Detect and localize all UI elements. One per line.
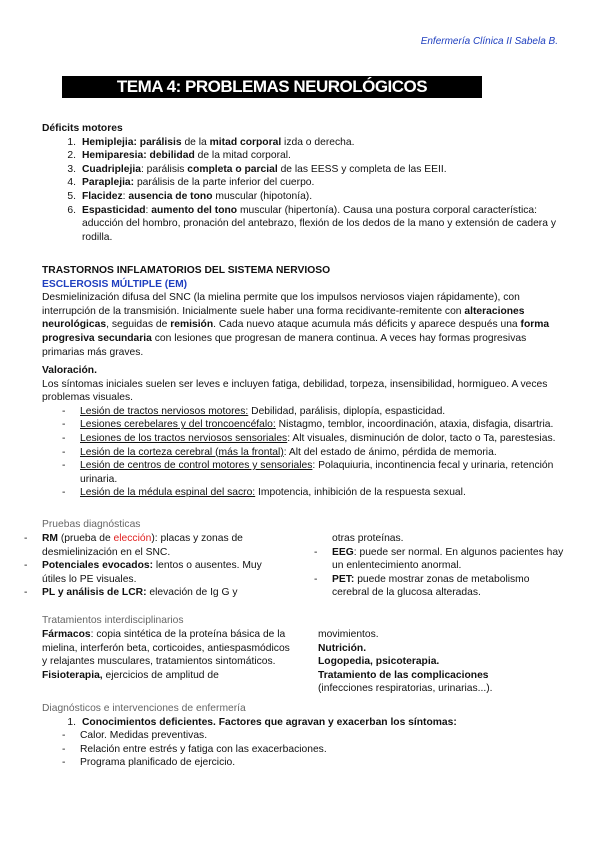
list-item: - Lesiones cerebelares y del troncoencéfalo: Nistagmo, temblor, incoordinación, ataxia, disfagia, disartria. [62,419,554,431]
trastornos-section [42,264,562,359]
valoracion-heading: Valoración. [42,365,97,376]
tratamientos-col-1 [42,628,292,682]
tratamientos-col-2 [318,628,568,696]
list-item: - Programa planificado de ejercicio. [62,757,236,769]
list-item: - RM (prueba de elección): placas y zonas de desmielinización en el SNC. [24,533,243,558]
list-item: - EEG: puede ser normal. En algunos pacientes hay un enlentecimiento anormal. [314,546,564,572]
em-description: Desmielinización difusa del SNC (la mielina permite que los impulsos nerviosos viajen rápidamente), con interrupción de la transmisión. Inicialmente suele haber una forma recidivante-remitente con alteraciones neurológicas, seguidas de remisión. Cada nuevo ataque acumula más déficits y aparece después una forma progresiva secundaria con lesiones que progresan de manera continua. A veces hay formas progresivas primarias más graves. [42,292,550,358]
list-item: 3. Cuadriplejia: parálisis completa o parcial de las EESS y completa de las EEII. [67,163,447,175]
list-item: 5. Flacidez: ausencia de tono muscular (hipotonía). [67,190,313,202]
list-item: - Lesión de centros de control motores y sensoriales: Polaquiuria, incontinencia fecal y urinaria, retención urinaria. [62,460,554,485]
list-item: - Lesión de tractos nerviosos motores: Debilidad, parálisis, diplopía, espasticidad. [62,405,446,417]
list-item: 2. Hemiparesia: debilidad de la mitad corporal. [67,150,291,162]
farmacos-text: Fármacos: copia sintética de la proteína básica de la mielina, interferón beta, corticoides, antiespasmódicos y relajantes musculares, tratamientos sintomáticos. [42,629,290,668]
complicaciones-heading: Tratamiento de las complicaciones [318,669,489,681]
list-item: - Calor. Medidas preventivas. [62,730,208,742]
list-item: - PET: puede mostrar zonas de metabolismo cerebral de la glucosa alteradas. [314,573,530,599]
page-title: TEMA 4: PROBLEMAS NEUROLÓGICOS [62,76,482,98]
nutricion-text: Nutrición. [318,642,367,654]
list-item: - Lesión de la médula espinal del sacro: Impotencia, inhibición de la respuesta sexual. [62,487,466,499]
fisioterapia-text: Fisioterapia, ejercicios de amplitud de [42,669,219,681]
diagnosticos-heading: Diagnósticos e intervenciones de enfermería [42,703,246,714]
list-item: - Lesión de la corteza cerebral (más la frontal): Alt del estado de ánimo, pérdida de memoria. [62,446,497,458]
list-item: 1. Conocimientos deficientes. Factores que agravan y exacerban los síntomas: [67,716,457,728]
tratamientos-heading: Tratamientos interdisciplinarios [42,615,184,626]
list-item: 4. Paraplejia: parálisis de la parte inferior del cuerpo. [67,177,315,189]
list-item: 6. Espasticidad: aumento del tono muscular (hipertonía). Causa una postura corporal característica: aducción del hombro, pronación del antebrazo, flexión de los dedos de la mano y extensión de cadera y rodilla. [67,204,556,243]
diagnosticos-section [42,702,562,770]
logopedia-text: Logopedia, psicoterapia. [318,656,440,668]
em-heading: ESCLEROSIS MÚLTIPLE (EM) [42,278,188,290]
list-item: - Potenciales evocados: lentos o ausentes. Muy útiles lo PE visuales. [24,560,262,585]
pl-continuation: otras proteínas. [332,533,404,544]
valoracion-section [42,364,562,500]
complicaciones-text: (infecciones respiratorias, urinarias...). [318,683,493,695]
pruebas-col-1 [24,532,286,600]
pruebas-heading: Pruebas diagnósticas [42,519,141,530]
deficits-section [42,122,562,244]
pruebas-col-2 [314,532,564,600]
list-item: 1. Hemiplejia: parálisis de la mitad corporal izda o derecha. [67,136,355,148]
trastornos-heading: TRASTORNOS INFLAMATORIOS DEL SISTEMA NERVIOSO [42,265,331,276]
list-item: - Relación entre estrés y fatiga con las exacerbaciones. [62,743,327,755]
list-item: - Lesiones de los tractos nerviosos sensoriales: Alt visuales, disminución de dolor, tacto o Ta, parestesias. [62,432,556,444]
valoracion-intro: Los síntomas iniciales suelen ser leves e incluyen fatiga, debilidad, torpeza, insensibilidad, hormigueo. A veces problemas visuales. [42,378,548,404]
deficits-heading: Déficits motores [42,123,123,134]
header-subtitle: Enfermería Clínica II Sabela B. [420,36,558,47]
list-item: - PL y análisis de LCR: elevación de Ig G y [24,587,238,599]
fisio-continuation: movimientos. [318,629,379,640]
